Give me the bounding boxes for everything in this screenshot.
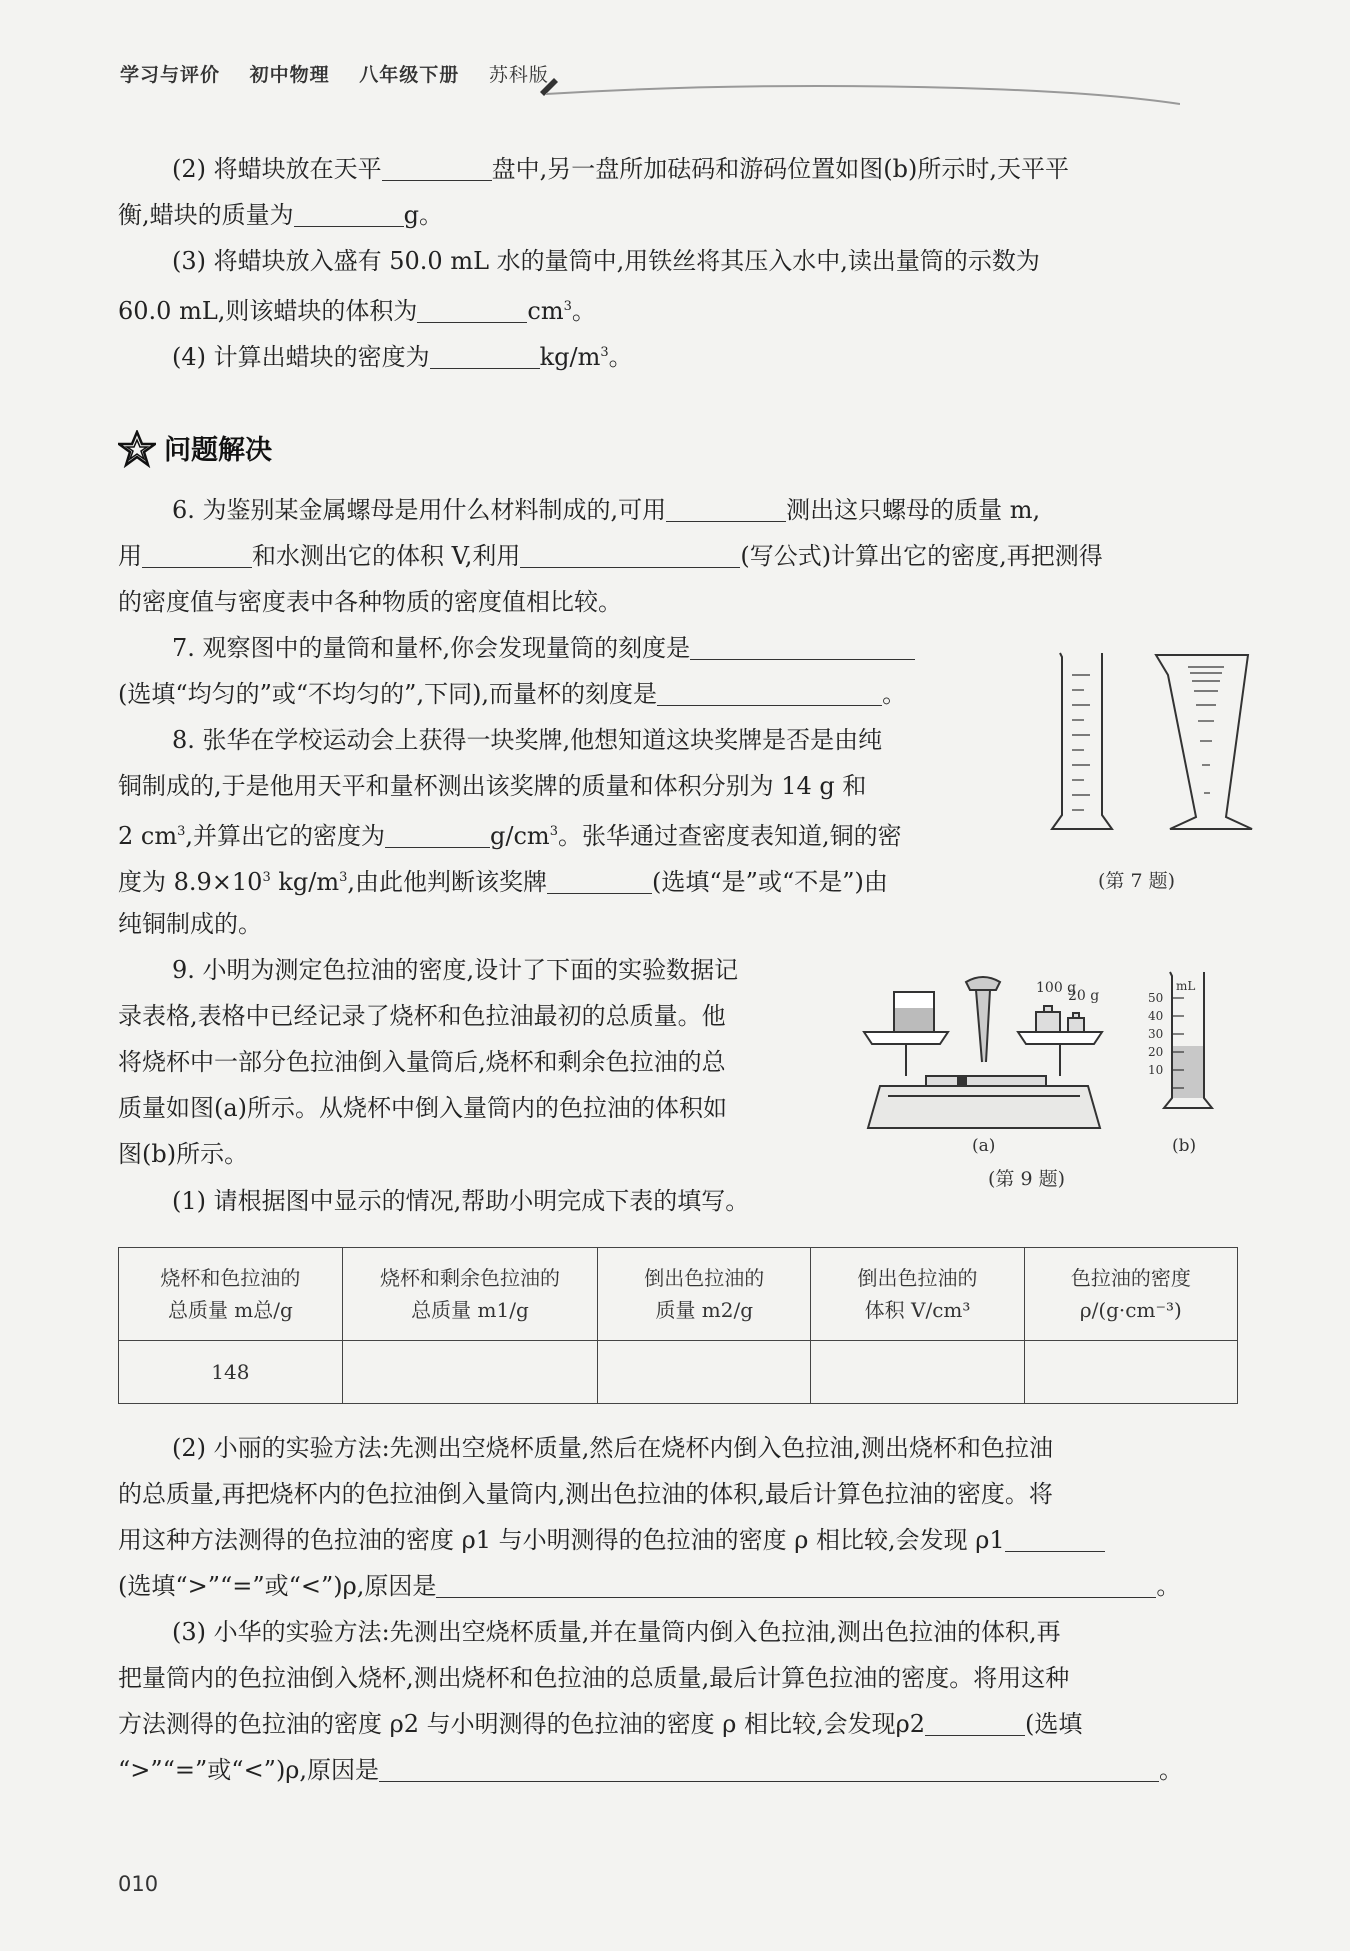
table-cell-density[interactable] — [1024, 1341, 1237, 1404]
cylinder-tick-40: 40 — [1148, 1009, 1164, 1023]
answer-blank[interactable] — [657, 677, 882, 706]
q5-part3-line1: (3) 将蜡块放入盛有 50.0 mL 水的量筒中,用铁丝将其压入水中,读出量筒的示数为 — [172, 247, 1040, 275]
header-subject: 初中物理 — [249, 64, 330, 86]
q8-line3: 2 $cm^3$,并算出它的密度为 $g/cm^3$。张华通过查密度表知道,铜的密 — [118, 809, 902, 859]
header-grade: 八年级下册 — [359, 64, 460, 86]
answer-blank[interactable] — [666, 493, 786, 522]
measuring-cylinder-icon — [1052, 653, 1112, 829]
q5-part2-line2: 衡,蜡块的质量为 g。 — [118, 192, 443, 238]
q9-line5: 图(b)所示。 — [118, 1140, 249, 1168]
q9-line2: 录表格,表格中已经记录了烧杯和色拉油最初的总质量。他 — [118, 1002, 726, 1030]
table-cell-poured-mass[interactable] — [598, 1341, 811, 1404]
cylinder-tick-30: 30 — [1148, 1027, 1164, 1041]
table-cell-poured-volume[interactable] — [811, 1341, 1024, 1404]
fig-b-label: (b) — [1172, 1136, 1197, 1156]
q5-part3-line2: 60.0 mL,则该蜡块的体积为 $cm^3$。 — [118, 284, 596, 334]
q5-part4: (4) 计算出蜡块的密度为 $kg/m^3$。 — [172, 330, 633, 380]
star-icon — [118, 430, 156, 468]
q8-line5: 纯铜制成的。 — [118, 910, 262, 938]
answer-blank[interactable] — [294, 198, 404, 227]
page-number: 010 — [118, 1872, 159, 1896]
q9-part2-line2: 的总质量,再把烧杯内的色拉油倒入量筒内,测出色拉油的体积,最后计算色拉油的密度。将 — [118, 1480, 1053, 1508]
q9-line4: 质量如图(a)所示。从烧杯中倒入量筒内的色拉油的体积如 — [118, 1094, 728, 1122]
table-header-cell: 倒出色拉油的 体积 V/cm³ — [811, 1248, 1024, 1341]
table-header-cell: 烧杯和剩余色拉油的 总质量 m1/g — [342, 1248, 597, 1341]
q9-part3-line3: 方法测得的色拉油的密度 ρ2 与小明测得的色拉油的密度 ρ 相比较,会发现ρ2 (选填 — [118, 1701, 1082, 1747]
answer-blank[interactable] — [1005, 1523, 1105, 1552]
cylinder-tick-50: 50 — [1148, 991, 1164, 1005]
measuring-cup-icon — [1156, 655, 1252, 829]
q8-line2: 铜制成的,于是他用天平和量杯测出该奖牌的质量和体积分别为 14 g 和 — [118, 772, 867, 800]
table-header-cell: 烧杯和色拉油的 总质量 m总/g — [119, 1248, 343, 1341]
q8-line4: 度为 $8.9\times 10^3$ $kg/m^3$,由此他判断该奖牌 (选填“是”或“不是”)由 — [118, 855, 888, 905]
q9-line3: 将烧杯中一部分色拉油倒入量筒后,烧杯和剩余色拉油的总 — [118, 1048, 726, 1076]
answer-blank[interactable] — [547, 865, 652, 894]
q8-line1: 8. 张华在学校运动会上获得一块奖牌,他想知道这块奖牌是否是由纯 — [172, 726, 883, 754]
q6-line1: 6. 为鉴别某金属螺母是用什么材料制成的,可用 测出这只螺母的质量 m, — [172, 487, 1040, 533]
table-cell-total-mass: 148 — [119, 1341, 343, 1404]
q9-balance-figure — [858, 958, 1110, 1138]
cylinder-tick-20: 20 — [1148, 1045, 1164, 1059]
answer-blank[interactable] — [142, 539, 252, 568]
table-header-cell: 倒出色拉油的 质量 m2/g — [598, 1248, 811, 1341]
table-header-row — [119, 1248, 1238, 1341]
balance-scale-icon — [864, 977, 1102, 1128]
table-header-cell: 色拉油的密度 ρ/(g·cm⁻³) — [1024, 1248, 1237, 1341]
q9-cylinder-figure — [1140, 968, 1230, 1138]
q6-line2: 用 和水测出它的体积 V,利用 (写公式)计算出它的密度,再把测得 — [118, 533, 1103, 579]
q9-part3-line4: “>”“=”或“<”)ρ,原因是 。 — [118, 1747, 1183, 1793]
q9-part1: (1) 请根据图中显示的情况,帮助小明完成下表的填写。 — [172, 1187, 750, 1215]
q7-figure — [1048, 645, 1263, 835]
q5-part2-line1: (2) 将蜡块放在天平 盘中,另一盘所加砝码和游码位置如图(b)所示时,天平平 — [172, 146, 1069, 192]
running-header — [120, 60, 571, 87]
q9-part3-line1: (3) 小华的实验方法:先测出空烧杯质量,并在量筒内倒入色拉油,测出色拉油的体积,再 — [172, 1618, 1061, 1646]
q9-part3-line2: 把量筒内的色拉油倒入烧杯,测出烧杯和色拉油的总质量,最后计算色拉油的密度。将用这种 — [118, 1664, 1070, 1692]
q9-data-table — [118, 1247, 1238, 1404]
q7-line2: (选填“均匀的”或“不均匀的”,下同),而量杯的刻度是 。 — [118, 671, 906, 717]
table-cell-remaining-mass[interactable] — [342, 1341, 597, 1404]
answer-blank[interactable] — [382, 152, 492, 181]
weight-100g-label: 100 g — [1036, 980, 1077, 996]
fig-a-label: (a) — [972, 1136, 996, 1156]
cylinder-tick-10: 10 — [1148, 1063, 1164, 1077]
answer-blank[interactable] — [417, 294, 527, 323]
q9-line1: 9. 小明为测定色拉油的密度,设计了下面的实验数据记 — [172, 956, 739, 984]
q9-part2-line1: (2) 小丽的实验方法:先测出空烧杯质量,然后在烧杯内倒入色拉油,测出烧杯和色拉油 — [172, 1434, 1053, 1462]
q7-line1: 7. 观察图中的量筒和量杯,你会发现量筒的刻度是 — [172, 625, 915, 671]
table-row — [119, 1341, 1238, 1404]
header-series: 学习与评价 — [120, 64, 221, 86]
answer-blank[interactable] — [925, 1707, 1025, 1736]
answer-blank[interactable] — [385, 819, 490, 848]
weight-20g-label: 20 g — [1068, 988, 1100, 1004]
q9-part2-line3: 用这种方法测得的色拉油的密度 ρ1 与小明测得的色拉油的密度 ρ 相比较,会发现 ρ1 — [118, 1517, 1105, 1563]
q9-figure-caption: (第 9 题) — [988, 1168, 1065, 1190]
q7-figure-caption: (第 7 题) — [1098, 870, 1175, 892]
q6-line3: 的密度值与密度表中各种物质的密度值相比较。 — [118, 588, 622, 616]
header-edition: 苏科版 — [488, 64, 549, 86]
answer-blank[interactable] — [436, 1569, 1156, 1598]
answer-blank[interactable] — [430, 340, 540, 369]
answer-blank[interactable] — [690, 631, 915, 660]
answer-blank[interactable] — [520, 539, 740, 568]
pen-swoosh-icon — [540, 78, 1180, 108]
cylinder-unit-label: mL — [1176, 979, 1196, 993]
section-title: 问题解决 — [118, 428, 272, 468]
answer-blank[interactable] — [379, 1753, 1159, 1782]
q9-part2-line4: (选填“>”“=”或“<”)ρ,原因是 。 — [118, 1563, 1180, 1609]
